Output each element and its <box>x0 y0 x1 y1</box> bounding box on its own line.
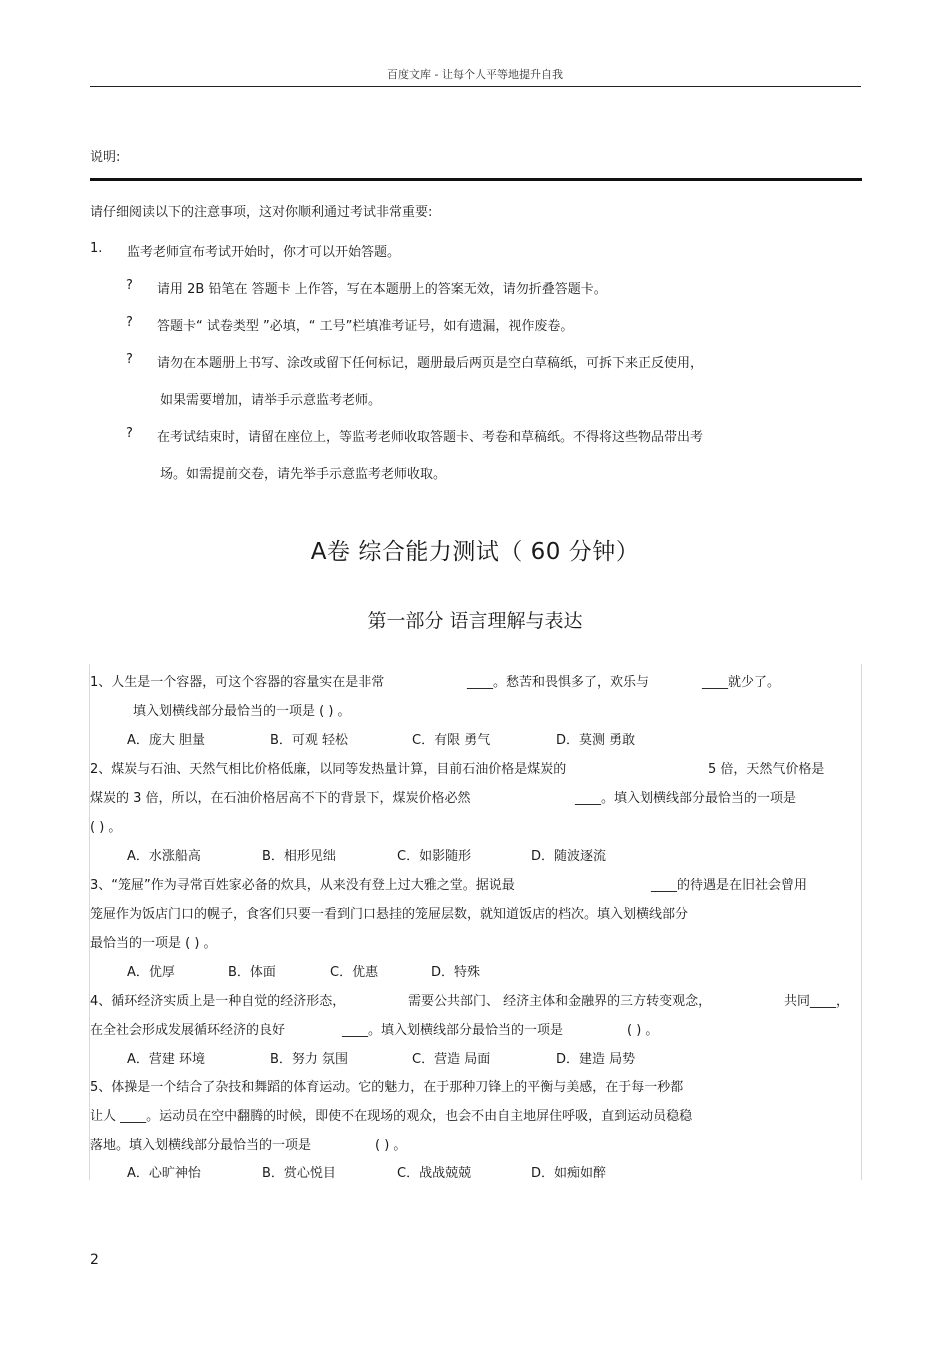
q4-line1-end: 共同____， <box>784 994 850 1009</box>
section-divider <box>90 178 862 181</box>
q4-option-d: D．建造 局势 <box>556 1052 636 1067</box>
q2-line2-end: ____。填入划横线部分最恰当的一项是 <box>575 791 797 806</box>
q3-option-c: C．优惠 <box>330 965 379 980</box>
q2-option-d: D．随波逐流 <box>531 849 607 864</box>
q2-line1: 2、煤炭与石油、天然气相比价格低廉，以同等发热量计算，目前石油价格是煤炭的 <box>90 762 567 777</box>
q5-option-b: B．赏心悦目 <box>262 1166 336 1181</box>
exam-title: A卷 综合能力测试（ 60 分钟） <box>310 539 640 565</box>
notes-bullet-1: 请用 2B 铅笔在 答题卡 上作答，写在本题册上的答案无效，请勿折叠答题卡。 <box>157 282 607 297</box>
q1-blank1: ____。愁苦和畏惧多了，欢乐与 <box>467 675 650 690</box>
q2-option-a: A．水涨船高 <box>127 849 201 864</box>
bullet-marker: ? <box>126 426 133 441</box>
page-number: 2 <box>90 1252 99 1268</box>
q2-option-b: B．相形见绌 <box>262 849 336 864</box>
q1-option-a: A．庞大 胆量 <box>127 733 206 748</box>
notes-bullet-4: 在考试结束时，请留在座位上，等监考老师收取答题卡、考卷和草稿纸。不得将这些物品带出考 <box>157 430 704 445</box>
notes-label: 说明: <box>90 150 121 165</box>
q5-option-c: C．战战兢兢 <box>397 1166 472 1181</box>
q1-prompt: 填入划横线部分最恰当的一项是 ( ) 。 <box>133 704 351 719</box>
q4-option-a: A．营建 环境 <box>127 1052 206 1067</box>
section-title: 第一部分 语言理解与表达 <box>367 610 583 632</box>
q5-line3: 落地。填入划横线部分最恰当的一项是 <box>90 1138 312 1153</box>
q4-option-b: B．努力 氛围 <box>270 1052 349 1067</box>
q5-line2: 让人 ____。运动员在空中翻腾的时候，即使不在现场的观众，也会不由自主地屏住呼吸，直到运动员稳稳 <box>90 1109 693 1124</box>
q3-option-b: B．体面 <box>228 965 276 980</box>
q2-option-c: C．如影随形 <box>397 849 472 864</box>
notes-item1-number: 1. <box>90 241 103 256</box>
q2-line1-end: 5 倍，天然气价格是 <box>708 762 825 777</box>
q3-option-d: D．特殊 <box>431 965 481 980</box>
q4-line1-mid: 需要公共部门、 经济主体和金融界的三方转变观念， <box>408 994 712 1009</box>
q1-option-c: C．有限 勇气 <box>412 733 491 748</box>
notes-bullet-3-cont: 如果需要增加，请举手示意监考老师。 <box>160 393 382 408</box>
q1-option-b: B．可观 轻松 <box>270 733 349 748</box>
q4-line2-end: ( ) 。 <box>627 1023 659 1038</box>
notes-bullet-4-cont: 场。如需提前交卷，请先举手示意监考老师收取。 <box>160 467 447 482</box>
q3-line3: 最恰当的一项是 ( ) 。 <box>90 936 217 951</box>
q2-line2: 煤炭的 3 倍，所以，在石油价格居高不下的背景下，煤炭价格必然 <box>90 791 471 806</box>
bullet-marker: ? <box>126 352 133 367</box>
bullet-marker: ? <box>126 278 133 293</box>
page-header: 百度文库 - 让每个人平等地提升自我 <box>387 68 563 81</box>
q5-option-d: D．如痴如醉 <box>531 1166 607 1181</box>
notes-bullet-3: 请勿在本题册上书写、涂改或留下任何标记，题册最后两页是空白草稿纸，可拆下来正反使用， <box>157 356 704 371</box>
q4-line2-mid: ____。填入划横线部分最恰当的一项是 <box>342 1023 564 1038</box>
q1-blank2: ____就少了。 <box>702 675 781 690</box>
q4-option-c: C．营造 局面 <box>412 1052 491 1067</box>
notes-item1-text: 监考老师宣布考试开始时，你才可以开始答题。 <box>127 245 401 260</box>
q5-option-a: A．心旷神怡 <box>127 1166 201 1181</box>
q3-line1: 3、“笼屉”作为寻常百姓家必备的炊具，从来没有登上过大雅之堂。据说最 <box>90 878 515 893</box>
notes-bullet-2: 答题卡“ 试卷类型 ”必填，“ 工号”栏填准考证号，如有遗漏，视作废卷。 <box>157 319 574 334</box>
notes-intro: 请仔细阅读以下的注意事项，这对你顺利通过考试非常重要: <box>90 205 433 220</box>
q4-line1: 4、循环经济实质上是一种自觉的经济形态， <box>90 994 346 1009</box>
q1-option-d: D．莫测 勇敢 <box>556 733 636 748</box>
q5-line1: 5、体操是一个结合了杂技和舞蹈的体育运动。它的魅力，在于那种刀锋上的平衡与美感，在于每一秒都 <box>90 1080 684 1095</box>
q3-line1-end: ____的待遇是在旧社会曾用 <box>651 878 808 893</box>
q5-line3-end: ( ) 。 <box>375 1138 407 1153</box>
q1-line1: 1、人生是一个容器，可这个容器的容量实在是非常 <box>90 675 385 690</box>
q3-option-a: A．优厚 <box>127 965 175 980</box>
q4-line2: 在全社会形成发展循环经济的良好 <box>90 1023 286 1038</box>
q2-line3: ( ) 。 <box>90 820 122 835</box>
header-rule <box>90 86 861 87</box>
q3-line2: 笼屉作为饭店门口的幌子，食客们只要一看到门口悬挂的笼屉层数，就知道饭店的档次。填入划横线部分 <box>90 907 689 922</box>
bullet-marker: ? <box>126 315 133 330</box>
